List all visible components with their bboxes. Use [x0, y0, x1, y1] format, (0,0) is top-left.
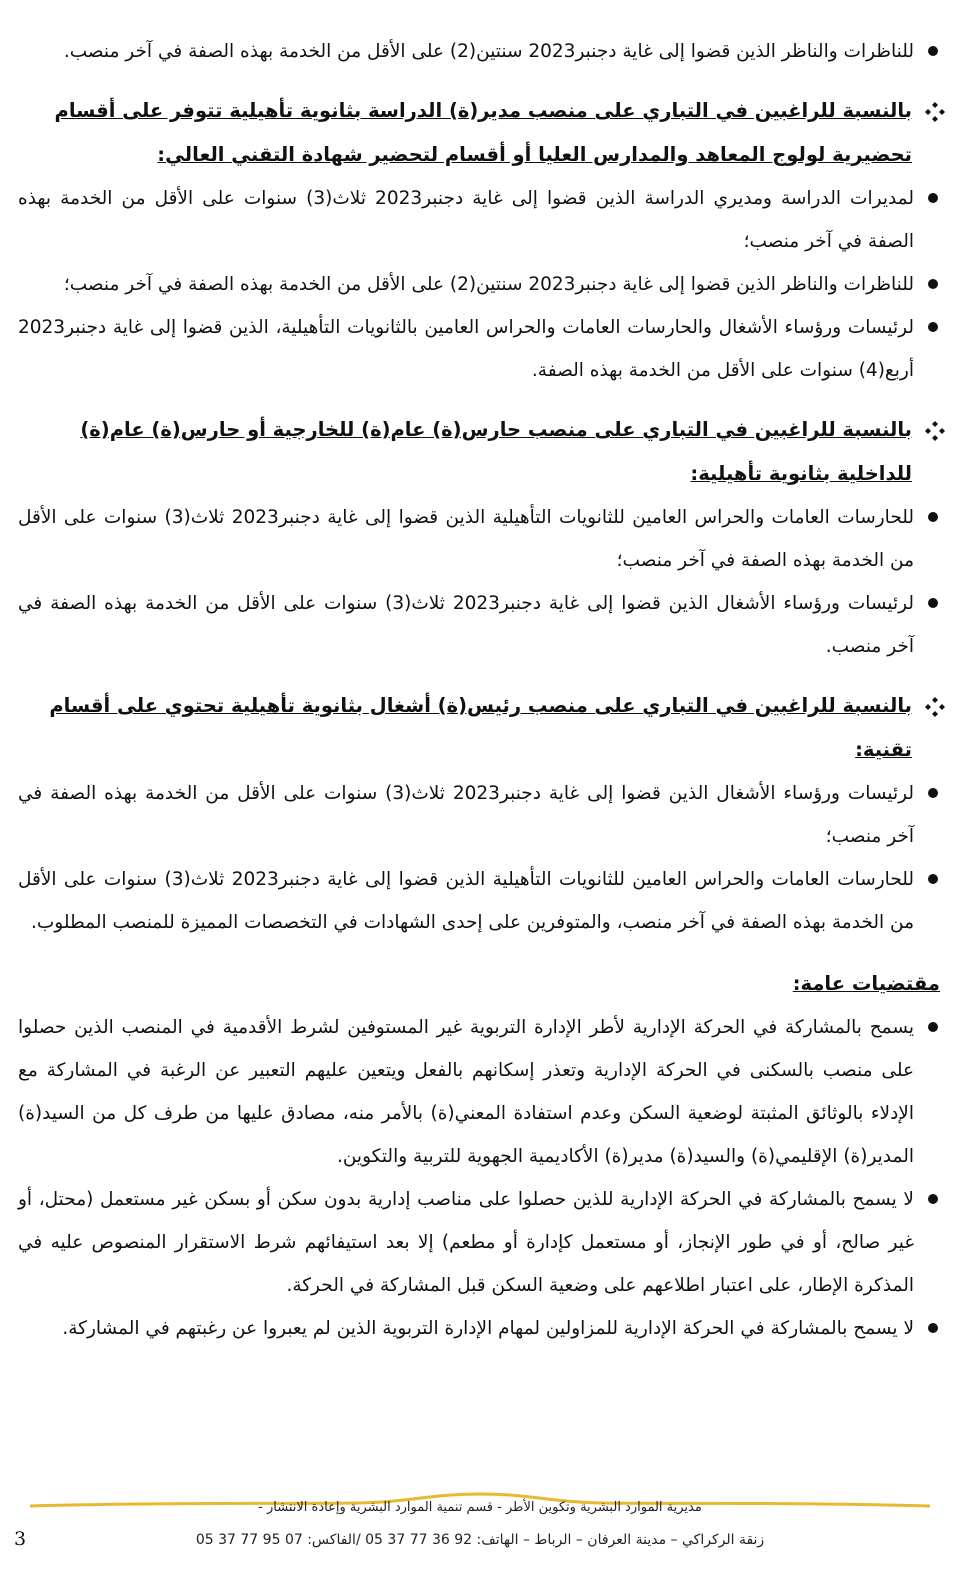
bullet-icon: [928, 322, 938, 332]
list-item: لا يسمح بالمشاركة في الحركة الإدارية للمزاولين لمهام الإدارة التربوية الذين لم يعبروا عن رغبتهم في المشاركة.: [18, 1307, 950, 1350]
bullet-icon: [928, 46, 938, 56]
bullet-icon: [928, 1022, 938, 1032]
list-item: لا يسمح بالمشاركة في الحركة الإدارية للذين حصلوا على مناصب إدارية بدون سكن أو بسكن غير مستعمل (محتل، أو غير صالح، أو في طور الإنجاز، أو مستعمل كإدارة أو مطعم) إلا بعد استيفائهم شرط الاستقرار المنصوص عليه في المذكرة الإطار، على اعتبار اطلاعهم على وضعية السكن قبل المشاركة في الحركة.: [18, 1178, 950, 1307]
section-heading: بالنسبة للراغبين في التباري على منصب حارس(ة) عام(ة) للخارجية أو حارس(ة) عام(ة) للداخلية بثانوية تأهيلية:: [18, 408, 950, 496]
page-number: 3: [14, 1528, 27, 1550]
four-diamond-bullet-icon: [924, 696, 946, 718]
bullet-icon: [928, 512, 938, 522]
list-item: يسمح بالمشاركة في الحركة الإدارية لأطر الإدارة التربوية غير المستوفين لشرط الأقدمية في المنصب الذين حصلوا على منصب بالسكنى في الحركة الإدارية وتعذر إسكانهم بالفعل ويتعين عليهم التعبير عن الرغبة في المشاركة مع الإدلاء بالوثائق المثبتة لوضعية السكن وعدم استفادة المعني(ة) بالأمر منه، مصادق عليها من طرف كل من السيد(ة) المدير(ة) الإقليمي(ة) والسيد(ة) مدير(ة) الأكاديمية الجهوية للتربية والتكوين.: [18, 1006, 950, 1178]
list-item: للناظرات والناظر الذين قضوا إلى غاية دجنبر2023 سنتين(2) على الأقل من الخدمة بهذه الصفة في آخر منصب؛: [18, 263, 950, 306]
bullet-icon: [928, 874, 938, 884]
bullet-icon: [928, 598, 938, 608]
bullet-icon: [928, 279, 938, 289]
list-item: للحارسات العامات والحراس العامين للثانويات التأهيلية الذين قضوا إلى غاية دجنبر2023 ثلاث(3) سنوات على الأقل من الخدمة بهذه الصفة في آخر منصب؛: [18, 496, 950, 582]
four-diamond-bullet-icon: [924, 101, 946, 123]
bullet-icon: [928, 788, 938, 798]
general-provisions-title: مقتضيات عامة:: [792, 972, 940, 995]
list-item: لرئيسات ورؤساء الأشغال الذين قضوا إلى غاية دجنبر2023 ثلاث(3) سنوات على الأقل من الخدمة بهذه الصفة في آخر منصب.: [18, 582, 950, 668]
four-diamond-bullet-icon: [924, 420, 946, 442]
list-item: لرئيسات ورؤساء الأشغال والحارسات العامات والحراس العامين بالثانويات التأهيلية، الذين قضوا إلى غاية دجنبر2023 أربع(4) سنوات على الأقل من الخدمة بهذه الصفة.: [18, 306, 950, 392]
section-heading: بالنسبة للراغبين في التباري على منصب رئيس(ة) أشغال بثانوية تأهيلية تحتوي على أقسام تقنية:: [18, 684, 950, 772]
list-item: للحارسات العامات والحراس العامين للثانويات التأهيلية الذين قضوا إلى غاية دجنبر2023 ثلاث(3) سنوات على الأقل من الخدمة بهذه الصفة في آخر منصب، والمتوفرين على إحدى الشهادات في التخصصات المميزة للمنصب المطلوب.: [18, 858, 950, 944]
footer-contact: زنقة الركراكي – مدينة العرفان – الرباط – الهاتف: 92 36 77 37 05 /الفاكس: 07 95 77 37 05: [195, 1532, 765, 1548]
document-body: [18, 30, 950, 1350]
bullet-icon: [928, 1323, 938, 1333]
section-heading: بالنسبة للراغبين في التباري على منصب مدير(ة) الدراسة بثانوية تأهيلية تتوفر على أقسام تحضيرية لولوج المعاهد والمدارس العليا أو أقسام لتحضير شهادة التقني العالي:: [18, 89, 950, 177]
list-item: للناظرات والناظر الذين قضوا إلى غاية دجنبر2023 سنتين(2) على الأقل من الخدمة بهذه الصفة في آخر منصب.: [18, 30, 950, 73]
footer-directorate: مديرية الموارد البشرية وتكوين الأطر - قسم تنمية الموارد البشرية وإعادة الانتشار -: [258, 1500, 702, 1515]
list-item: لمديرات الدراسة ومديري الدراسة الذين قضوا إلى غاية دجنبر2023 ثلاث(3) سنوات على الأقل من الخدمة بهذه الصفة في آخر منصب؛: [18, 177, 950, 263]
bullet-icon: [928, 193, 938, 203]
bullet-icon: [928, 1194, 938, 1204]
list-item: لرئيسات ورؤساء الأشغال الذين قضوا إلى غاية دجنبر2023 ثلاث(3) سنوات على الأقل من الخدمة بهذه الصفة في آخر منصب؛: [18, 772, 950, 858]
